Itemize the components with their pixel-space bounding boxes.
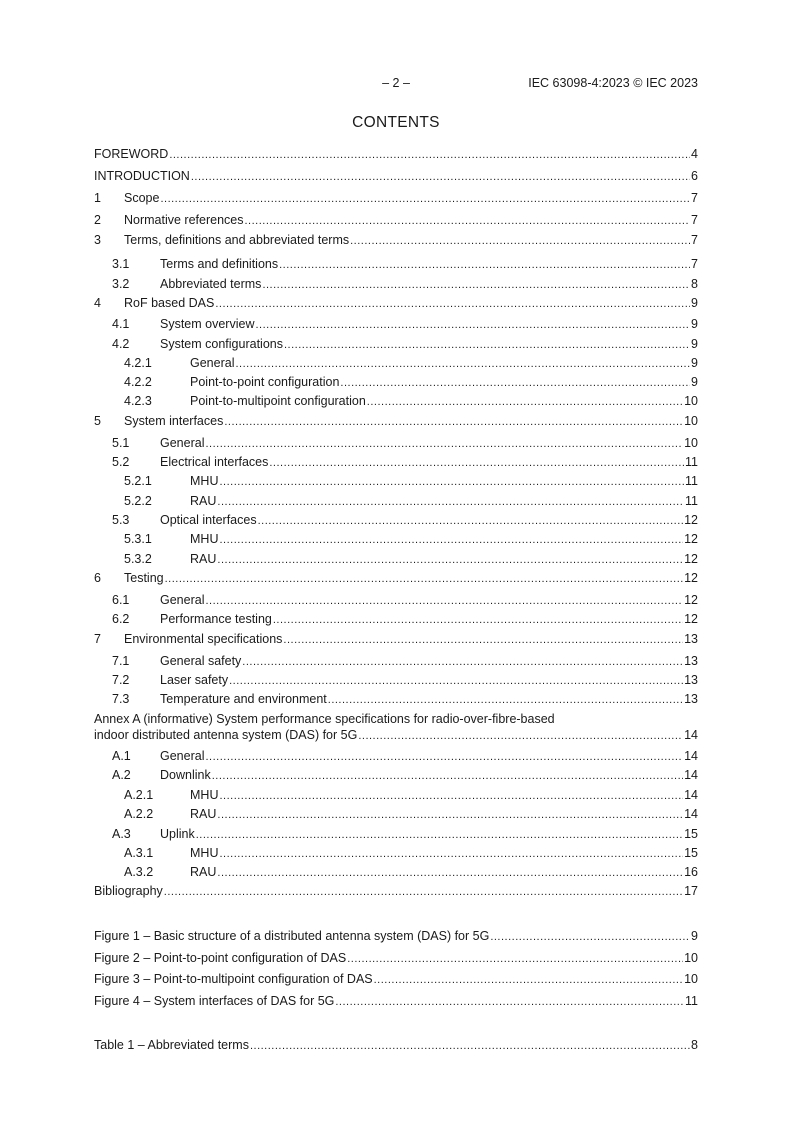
table-entry[interactable] — [94, 1037, 698, 1053]
toc-entry[interactable] — [94, 570, 698, 586]
dot-leader — [217, 807, 683, 823]
toc-entry-page: 10 — [684, 414, 698, 428]
dot-leader — [235, 356, 690, 372]
contents-title: CONTENTS — [352, 114, 440, 131]
toc-entry-title: Testing — [124, 571, 164, 585]
toc-entry[interactable] — [94, 413, 698, 429]
dot-leader — [245, 213, 691, 229]
toc-entry-number: A.3.2 — [124, 865, 154, 879]
toc-entry-title: Electrical interfaces — [160, 455, 269, 469]
toc-entry-title: RoF based DAS — [124, 296, 215, 310]
toc-entry-page: 9 — [691, 356, 698, 370]
toc-entry-page: 9 — [691, 375, 698, 389]
dot-leader — [250, 1038, 690, 1054]
toc-entry-page: 4 — [691, 147, 698, 161]
toc-entry-title: General — [190, 356, 235, 370]
toc-entry-page: 14 — [684, 749, 698, 763]
dot-leader — [205, 749, 683, 765]
toc-entry-number: 5.2.1 — [124, 474, 152, 488]
dot-leader — [347, 951, 683, 967]
toc-entry-page: 10 — [684, 436, 698, 450]
dot-leader — [224, 414, 683, 430]
toc-entry-page: 13 — [684, 692, 698, 706]
toc-entry-number: 3.1 — [112, 257, 130, 271]
document-reference: IEC 63098-4:2023 © IEC 2023 — [528, 76, 698, 90]
toc-entry-page: 12 — [684, 593, 698, 607]
dot-leader — [219, 532, 683, 548]
toc-entry[interactable] — [94, 592, 698, 608]
toc-entry-title: Temperature and environment — [160, 692, 327, 706]
toc-entry[interactable] — [94, 883, 698, 899]
dot-leader — [273, 612, 683, 628]
toc-entry-page: 12 — [684, 571, 698, 585]
toc-entry-title: RAU — [190, 494, 217, 508]
figure-entry[interactable] — [94, 928, 698, 944]
toc-entry[interactable] — [94, 691, 698, 707]
toc-entry-number: 5.2.2 — [124, 494, 152, 508]
toc-entry-page: 11 — [685, 494, 698, 508]
toc-entry-number: 7.3 — [112, 692, 130, 706]
dot-leader — [219, 846, 683, 862]
dot-leader — [490, 929, 690, 945]
toc-entry-number: 7.1 — [112, 654, 130, 668]
toc-entry-title: RAU — [190, 552, 217, 566]
toc-entry[interactable] — [94, 232, 698, 248]
toc-entry-title: General — [160, 436, 205, 450]
toc-entry-title: Bibliography — [94, 884, 163, 898]
toc-entry-number: A.3.1 — [124, 846, 154, 860]
dot-leader — [269, 455, 684, 471]
annex-title-line[interactable]: Annex A (informative) System performance specifications for radio-over-fibre-based — [94, 712, 555, 726]
toc-entry-number: 3 — [94, 233, 101, 247]
dot-leader — [279, 257, 690, 273]
toc-entry-number: 6 — [94, 571, 101, 585]
toc-entry-page: 7 — [691, 233, 698, 247]
toc-entry[interactable] — [94, 826, 698, 842]
toc-entry[interactable] — [94, 512, 698, 528]
toc-entry-number: 4 — [94, 296, 101, 310]
toc-entry-title: Performance testing — [160, 612, 272, 626]
figure-entry-page: 11 — [685, 994, 698, 1008]
toc-entry-title: Abbreviated terms — [160, 277, 262, 291]
toc-entry[interactable] — [94, 473, 698, 489]
toc-entry-number: 7 — [94, 632, 101, 646]
toc-entry[interactable] — [94, 767, 698, 783]
toc-entry-title: RAU — [190, 807, 217, 821]
toc-entry-page: 16 — [684, 865, 698, 879]
toc-entry-title: FOREWORD — [94, 147, 169, 161]
toc-entry-page: 6 — [691, 169, 698, 183]
toc-entry-title: General — [160, 749, 205, 763]
toc-entry-page: 9 — [691, 296, 698, 310]
dot-leader — [283, 632, 683, 648]
figure-entry-page: 9 — [691, 929, 698, 943]
toc-entry[interactable] — [94, 355, 698, 371]
figure-entry-page: 10 — [684, 972, 698, 986]
toc-entry-number: 5.3 — [112, 513, 130, 527]
toc-entry-number: 7.2 — [112, 673, 130, 687]
toc-entry[interactable] — [94, 393, 698, 409]
toc-entry-title: System configurations — [160, 337, 283, 351]
toc-entry[interactable] — [94, 672, 698, 688]
toc-entry-page: 11 — [685, 474, 698, 488]
toc-entry-page: 13 — [684, 673, 698, 687]
toc-entry-title: MHU — [190, 788, 219, 802]
toc-entry-page: 8 — [691, 277, 698, 291]
toc-entry[interactable] — [94, 611, 698, 627]
toc-entry-title: Downlink — [160, 768, 211, 782]
dot-leader — [219, 788, 683, 804]
table-entry-title: Table 1 – Abbreviated terms — [94, 1038, 249, 1052]
dot-leader — [328, 692, 683, 708]
dot-leader — [164, 884, 683, 900]
dot-leader — [242, 654, 683, 670]
dot-leader — [374, 972, 683, 988]
toc-entry-page: 11 — [685, 455, 698, 469]
page-header — [94, 76, 698, 92]
toc-entry-title: Optical interfaces — [160, 513, 257, 527]
figure-entry[interactable] — [94, 971, 698, 987]
toc-entry-title: RAU — [190, 865, 217, 879]
toc-entry-title: Laser safety — [160, 673, 229, 687]
toc-entry[interactable] — [94, 787, 698, 803]
toc-entry-title: Uplink — [160, 827, 195, 841]
toc-entry-title: Terms and definitions — [160, 257, 279, 271]
toc-entry-number: 1 — [94, 191, 101, 205]
toc-entry-page: 14 — [684, 768, 698, 782]
toc-entry-title: Point-to-point configuration — [190, 375, 340, 389]
table-entry-page: 8 — [691, 1038, 698, 1052]
toc-entry-page: 9 — [691, 337, 698, 351]
dot-leader — [215, 296, 690, 312]
toc-entry[interactable] — [94, 631, 698, 647]
toc-entry-page: 12 — [684, 513, 698, 527]
toc-entry-title: Normative references — [124, 213, 244, 227]
annex-entry-page: 14 — [684, 728, 698, 742]
toc-entry[interactable] — [94, 316, 698, 332]
toc-entry-number: 4.2.2 — [124, 375, 152, 389]
dot-leader — [205, 436, 683, 452]
figure-entry[interactable] — [94, 993, 698, 1009]
toc-entry-number: 5.2 — [112, 455, 130, 469]
toc-entry-number: 5 — [94, 414, 101, 428]
dot-leader — [217, 494, 684, 510]
dot-leader — [335, 994, 684, 1010]
toc-entry-page: 9 — [691, 317, 698, 331]
dot-leader — [262, 277, 690, 293]
toc-entry[interactable] — [94, 531, 698, 547]
dot-leader — [255, 317, 690, 333]
toc-entry[interactable] — [94, 845, 698, 861]
toc-entry-page: 15 — [684, 827, 698, 841]
toc-entry[interactable] — [94, 551, 698, 567]
toc-entry[interactable] — [94, 295, 698, 311]
toc-entry-number: 4.2.1 — [124, 356, 152, 370]
toc-entry[interactable] — [94, 336, 698, 352]
toc-entry-title: MHU — [190, 532, 219, 546]
toc-entry-page: 7 — [691, 257, 698, 271]
toc-entry-title: Scope — [124, 191, 160, 205]
toc-entry-title: MHU — [190, 474, 219, 488]
toc-entry[interactable] — [94, 374, 698, 390]
toc-entry-title: Point-to-multipoint configuration — [190, 394, 366, 408]
toc-entry[interactable] — [94, 653, 698, 669]
toc-entry-number: 4.2 — [112, 337, 130, 351]
toc-entry-title: Environmental specifications — [124, 632, 283, 646]
toc-entry-number: 3.2 — [112, 277, 130, 291]
dot-leader — [205, 593, 683, 609]
dot-leader — [367, 394, 683, 410]
dot-leader — [217, 552, 683, 568]
toc-entry-number: 5.3.1 — [124, 532, 152, 546]
figure-entry-title: Figure 2 – Point-to-point configuration of DAS — [94, 951, 347, 965]
dot-leader — [169, 147, 690, 163]
toc-entry-number: 4.2.3 — [124, 394, 152, 408]
toc-entry-page: 12 — [684, 612, 698, 626]
toc-entry-number: 5.3.2 — [124, 552, 152, 566]
dot-leader — [219, 474, 684, 490]
figure-entry-title: Figure 3 – Point-to-multipoint configuration of DAS — [94, 972, 373, 986]
toc-entry-number: 4.1 — [112, 317, 130, 331]
dot-leader — [258, 513, 684, 529]
dot-leader — [212, 768, 683, 784]
toc-entry[interactable] — [94, 435, 698, 451]
toc-entry-title: General — [160, 593, 205, 607]
toc-entry[interactable] — [94, 212, 698, 228]
dot-leader — [165, 571, 683, 587]
toc-entry-page: 14 — [684, 807, 698, 821]
toc-entry[interactable] — [94, 493, 698, 509]
toc-entry-number: A.2.1 — [124, 788, 154, 802]
dot-leader — [217, 865, 683, 881]
toc-entry[interactable] — [94, 806, 698, 822]
toc-entry-title: Terms, definitions and abbreviated terms — [124, 233, 350, 247]
figure-entry-page: 10 — [684, 951, 698, 965]
toc-entry-page: 13 — [684, 632, 698, 646]
dot-leader — [350, 233, 690, 249]
toc-entry[interactable] — [94, 748, 698, 764]
figure-entry-title: Figure 1 – Basic structure of a distributed antenna system (DAS) for 5G — [94, 929, 490, 943]
dot-leader — [284, 337, 690, 353]
annex-entry-title: indoor distributed antenna system (DAS) for 5G — [94, 728, 358, 742]
toc-entry-number: 5.1 — [112, 436, 130, 450]
toc-entry-number: 6.2 — [112, 612, 130, 626]
toc-entry-number: A.3 — [112, 827, 131, 841]
toc-entry-page: 12 — [684, 532, 698, 546]
toc-entry[interactable] — [94, 168, 698, 184]
page-number: – 2 – — [382, 76, 410, 90]
toc-entry-number: 6.1 — [112, 593, 130, 607]
toc-entry-number: A.2 — [112, 768, 131, 782]
toc-entry-number: 2 — [94, 213, 101, 227]
annex-entry[interactable] — [94, 727, 698, 743]
toc-entry[interactable] — [94, 146, 698, 162]
toc-entry-page: 14 — [684, 788, 698, 802]
toc-entry[interactable] — [94, 864, 698, 880]
toc-entry-title: INTRODUCTION — [94, 169, 190, 183]
toc-entry-page: 7 — [691, 191, 698, 205]
dot-leader — [229, 673, 683, 689]
toc-entry-page: 10 — [684, 394, 698, 408]
dot-leader — [191, 169, 690, 185]
toc-entry-title: System overview — [160, 317, 255, 331]
toc-entry[interactable] — [94, 190, 698, 206]
toc-entry[interactable] — [94, 454, 698, 470]
figure-entry[interactable] — [94, 950, 698, 966]
toc-entry-page: 17 — [684, 884, 698, 898]
toc-entry[interactable] — [94, 276, 698, 292]
toc-entry-page: 12 — [684, 552, 698, 566]
toc-entry-page: 7 — [691, 213, 698, 227]
figure-entry-title: Figure 4 – System interfaces of DAS for 5G — [94, 994, 335, 1008]
dot-leader — [358, 728, 683, 744]
dot-leader — [160, 191, 690, 207]
toc-entry-title: MHU — [190, 846, 219, 860]
dot-leader — [196, 827, 683, 843]
dot-leader — [340, 375, 690, 391]
toc-entry-title: General safety — [160, 654, 242, 668]
toc-entry-title: System interfaces — [124, 414, 224, 428]
toc-entry[interactable] — [94, 256, 698, 272]
toc-entry-number: A.1 — [112, 749, 131, 763]
toc-entry-number: A.2.2 — [124, 807, 154, 821]
toc-entry-page: 15 — [684, 846, 698, 860]
toc-entry-page: 13 — [684, 654, 698, 668]
